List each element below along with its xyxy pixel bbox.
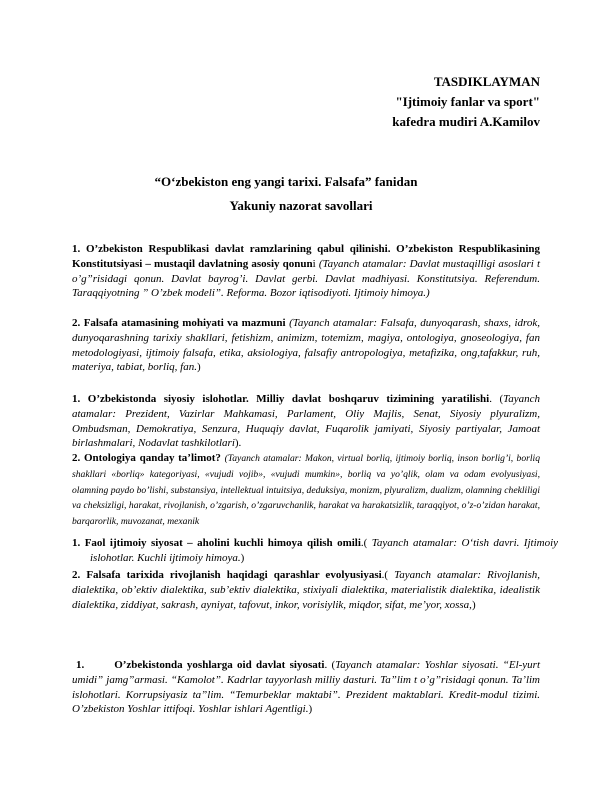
question-open: . ( bbox=[324, 659, 336, 671]
question-keywords: Tayanch atamalar: Prezident, Vazirlar Mahkamasi, Parlament, Oliy Majlis, Senat, Siyosiy plyuralizm, Ombudsman, Demokratiya, Senzura, Huquqiy davlat, Fuqarolik jamiyati, Siyosiy partiyalar, Jamoat birlashmalari, Nodavlat tashkilotlari bbox=[72, 393, 540, 450]
question-close: ) bbox=[308, 703, 313, 716]
question-close: ) bbox=[196, 361, 201, 374]
question-open: .( bbox=[381, 569, 389, 581]
question-item bbox=[72, 536, 558, 566]
question-topic: Faol ijtimoiy siyosat – aholini kuchli himoya qilish omili bbox=[84, 537, 361, 549]
question-number: 1. bbox=[76, 659, 85, 671]
document-title bbox=[0, 170, 612, 218]
question-keywords: (Tayanch atamalar: Makon, virtual borliq, ijtimoiy borliq, inson borlig’i, borliq shakllari «borliq» kategoriyasi, «vujudi vojib», «vujudi mumkin», borliq va yo’qlik, olam va odam evolyusiyasi, olamning paydo bo’lishi, substansiya, intellektual intuitsiya, deduksiya, monizm, plyuralizm, dualizm, olamning cheklіligi va cheksizligi, harakat, rivojlanish, o’zgarish, o’zgaruvchanlik, harakat va harakatsizlik, taraqqiyot, o’z-o’zidan harakat, barqarorlik, muvozanat, mexanik bbox=[72, 453, 541, 528]
question-close: ) bbox=[240, 551, 245, 564]
question-topic: O’zbekiston Respublikasi davlat ramzlarining qabul qilinishi. O’zbekiston Respublikasining Konstitutsiyasi – mustaqil davlatning asosiy qonun bbox=[72, 243, 540, 270]
question-tail: i bbox=[312, 257, 316, 270]
department-name: "Ijtimoiy fanlar va sport" bbox=[395, 94, 540, 109]
question-item bbox=[72, 451, 540, 530]
question-number: 2. bbox=[72, 569, 81, 581]
question-number: 2. bbox=[72, 317, 81, 329]
question-item bbox=[72, 242, 540, 301]
question-number: 1. bbox=[72, 393, 81, 405]
question-open: . ( bbox=[489, 393, 504, 405]
department-head: kafedra mudiri A.Kamilov bbox=[392, 114, 540, 129]
question-number: 2. bbox=[72, 452, 81, 464]
question-number: 1. bbox=[72, 537, 81, 549]
question-item bbox=[72, 658, 540, 717]
question-keywords: (Tayanch atamalar: Davlat mustaqilligi asoslari t o’g”risidagi qonun. Davlat bayrog’i. Davlat gerbi. Davlat madhiyasi. Konstitutsiya. Referendum. Taraqqiyotning ” O’zbek modeli”. Reforma. Bozor iqtisodiyoti. Ijtimoiy himoya.) bbox=[72, 257, 541, 300]
question-close: ). bbox=[234, 437, 242, 450]
question-open: .( bbox=[360, 537, 368, 549]
exam-title: Yakuniy nazorat savollari bbox=[229, 198, 373, 213]
question-number: 1. bbox=[72, 243, 81, 255]
question-topic: Falsafa tarixida rivojlanish haqidagi qarashlar evolyusiyasi bbox=[86, 569, 382, 581]
question-topic: O’zbekistonda siyosiy islohotlar. Milliy davlat boshqaruv tizimining yaratilishi bbox=[87, 393, 490, 405]
approval-block bbox=[392, 72, 540, 132]
question-topic: Falsafa atamasining mohiyati va mazmuni bbox=[83, 317, 286, 329]
course-title: “O‘zbekiston eng yangi tarixi. Falsafa” fanidan bbox=[154, 174, 418, 189]
question-keywords: Tayanch atamalar: O‘tish davri. Ijtimoiy islohotlar. Kuchli ijtimoiy himoya. bbox=[90, 537, 559, 564]
question-close: ) bbox=[471, 598, 476, 611]
question-topic: Ontologiya qanday ta’limot? bbox=[83, 452, 221, 464]
question-keywords: (Tayanch atamalar: Falsafa, dunyoqarash, shaxs, idrok, dunyoqarashning tarixiy shakllari, fetishizm, animizm, totemizm, magiya, ontologiya, gnoseologiya, fan metodologiyasi, ijtimoiy falsafa, etika, aksiologiya, falsafiy antropologiya, metafizika, ong,tafakkur, ruh, materiya, tabiat, borliq, fan. bbox=[72, 317, 541, 374]
question-item bbox=[72, 392, 540, 451]
question-topic: O’zbekistonda yoshlarga oid davlat siyosati bbox=[114, 659, 325, 671]
question-item bbox=[72, 568, 540, 612]
question-keywords: Tayanch atamalar: Yoshlar siyosati. “El-yurt umidi” jamg”armasi. “Kamolot”. Kadrlar tayyorlash milliy dasturi. Ta”lim t o’g”risidagi qonun. Ta’lim islohotlari. Korrupsiyasiz ta”lim. “Temurbeklar maktabi”. Prezident maktablari. Kredit-modul tizimi. O’zbekiston Yoshlar ittifoqi. Yoshlar ishlari Agentligi. bbox=[72, 659, 541, 716]
question-keywords: Tayanch atamalar: Rivojlanish, dialektika, ob’ektiv dialektika, sub’ektiv dialektika, stixiyali dialektika, materialistik dialektika, idealistik dialektika, ziddiyat, sakrash, ayniyat, tafovut, inkor, vorisiylik, miqdor, sifat, me’yor, xossa, bbox=[72, 569, 541, 611]
approval-title: TASDIKLAYMAN bbox=[433, 74, 540, 89]
question-item bbox=[72, 316, 540, 375]
